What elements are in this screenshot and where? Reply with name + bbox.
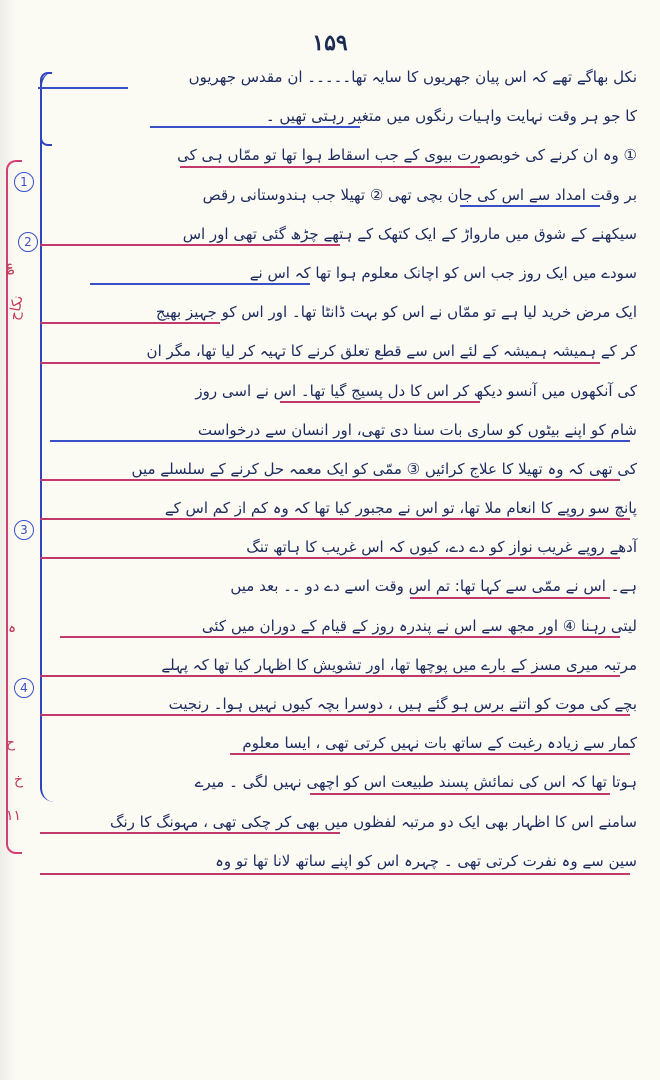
margin-number-4: 4 xyxy=(14,678,34,698)
margin-note-6: ۱۱ xyxy=(6,808,22,824)
text-line: بچے کی موت کو اتنے برس ہو گئے ہیں ، دوسرا بچہ کیوں نہیں ہوا۔ رنجیت xyxy=(30,685,645,724)
margin-note-2: ؏ xyxy=(6,258,15,274)
text-line: نکل بھاگے تھے کہ اس پیان جھریوں کا سایہ تھا۔۔۔۔۔ ان مقدس جھریوں xyxy=(30,58,645,97)
text-line: کمار سے زیادہ رغبت کے ساتھ بات نہیں کرتی تھی ، ایسا معلوم xyxy=(30,724,645,763)
text-line: ہے۔ اس نے ممّی سے کہا تھا: تم اس وقت اسے دے دو ۔۔ بعد میں xyxy=(30,567,645,606)
text-line: ایک مرض خرید لیا ہے تو ممّاں نے اس کو بہت ڈانٹا تھا۔ اور اس کو جہیز بھیج xyxy=(30,293,645,332)
text-line: کر کے ہمیشہ ہمیشہ کے لئے اس سے قطع تعلق کرنے کا تہیہ کر لیا تھا، مگر ان xyxy=(30,332,645,371)
text-line: کی تھی کہ وہ تھیلا کا علاج کرائیں ③ ممّی کو ایک معمہ حل کرنے کے سلسلے میں xyxy=(30,450,645,489)
margin-number-1: 1 xyxy=(14,172,34,192)
margin-number-2: 2 xyxy=(18,232,38,252)
margin-note-5: خ xyxy=(14,772,24,788)
text-line: ہوتا تھا کہ اس کی نمائش پسند طبیعت اس کو اچھی نہیں لگی ۔ میرے xyxy=(30,763,645,802)
text-line: بر وقت امداد سے اس کی جان بچی تھی ② تھیلا جب ہندوستانی رقص xyxy=(30,176,645,215)
urdu-text-block xyxy=(30,58,645,881)
text-line: ① وہ ان کرنے کی خوبصورت بیوی کے جب اسقاط ہوا تھا تو ممّاں ہی کی xyxy=(30,136,645,175)
page-number: ۱۵۹ xyxy=(312,30,348,56)
text-line: سین سے وہ نفرت کرتی تھی ۔ چہرہ اس کو اپنے ساتھ لانا تھا تو وہ xyxy=(30,842,645,881)
margin-note-3: ہ xyxy=(8,620,17,636)
text-line: آدھے روپے غریب نواز کو دے دے، کیوں کہ اس غریب کا ہاتھ تنگ xyxy=(30,528,645,567)
text-line: سودے میں ایک روز جب اس کو اچانک معلوم ہوا تھا کہ اس نے xyxy=(30,254,645,293)
text-line: سیکھنے کے شوق میں مارواڑ کے ایک کتھک کے ہتھے چڑھ گئی تھی اور اس xyxy=(30,215,645,254)
margin-note-1: نکاح xyxy=(6,294,27,322)
text-line: شام کو اپنے بیٹوں کو ساری بات سنا دی تھی، اور انسان سے درخواست xyxy=(30,411,645,450)
text-line: کی آنکھوں میں آنسو دیکھ کر اس کا دل پسیج گیا تھا۔ اس نے اسی روز xyxy=(30,372,645,411)
text-line: سامنے اس کا اظہار بھی ایک دو مرتبہ لفظوں میں بھی کر چکی تھی ، مہونگ کا رنگ xyxy=(30,803,645,842)
text-line: کا جو ہر وقت نہایت واہیات رنگوں میں متغیر رہتی تھیں ۔ xyxy=(30,97,645,136)
text-line: پانچ سو روپے کا انعام ملا تھا، تو اس نے مجبور کیا تھا کہ وہ کم از کم اس کے xyxy=(30,489,645,528)
text-line: لیتی رہنا ④ اور مجھ سے اس نے پندرہ روز کے قیام کے دوران میں کئی xyxy=(30,607,645,646)
margin-note-4: ح xyxy=(6,735,16,751)
text-line: مرتبہ میری مسز کے بارے میں پوچھا تھا، اور تشویش کا اظہار کیا تھا کہ پہلے xyxy=(30,646,645,685)
margin-number-3: 3 xyxy=(14,520,34,540)
